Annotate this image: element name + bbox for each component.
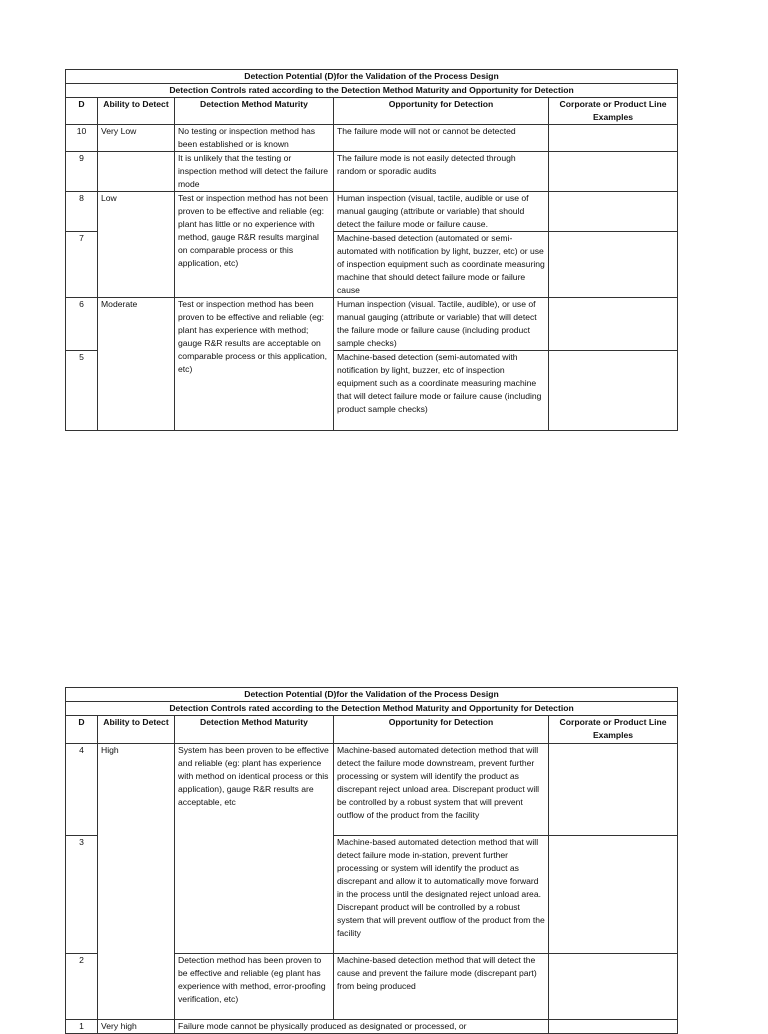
- opportunity-cell: Machine-based automated detection method that will detect failure mode in-station, prevent further processing or system will identify the product as discrepant and allow it to automatically move forward in the process until the designated reject unload area. Discrepant product will be controlled by a robust system that will prevent outflow of the product from the facility: [334, 836, 549, 954]
- ability-cell: Very Low: [98, 125, 175, 152]
- d-value: 7: [66, 232, 98, 298]
- table-title: Detection Potential (D)for the Validation of the Process Design: [66, 70, 678, 84]
- span-text-cell: Failure mode cannot be physically produced as designated or processed, or: [175, 1020, 549, 1034]
- table-subtitle-row: [66, 84, 678, 98]
- opportunity-cell: The failure mode will not or cannot be detected: [334, 125, 549, 152]
- examples-cell: [549, 298, 678, 351]
- opportunity-cell: Human inspection (visual, tactile, audible or use of manual gauging (attribute or variable) that should detect the failure mode or failure cause.: [334, 192, 549, 232]
- examples-cell: [549, 836, 678, 954]
- examples-cell: [549, 351, 678, 431]
- header-opportunity: Opportunity for Detection: [334, 98, 549, 125]
- d-value: 9: [66, 152, 98, 192]
- d-value: 2: [66, 954, 98, 1020]
- table-subtitle: Detection Controls rated according to the Detection Method Maturity and Opportunity for Detection: [66, 702, 678, 716]
- detection-table-2: [65, 687, 678, 1034]
- examples-cell: [549, 954, 678, 1020]
- opportunity-cell: Machine-based detection (automated or semi-automated with notification by light, buzzer, etc) or use of inspection equipment such as coordinate measuring machine that should detect failure mode or failure cause: [334, 232, 549, 298]
- table-row: [66, 192, 678, 232]
- d-value: 3: [66, 836, 98, 954]
- header-examples: Corporate or Product Line Examples: [549, 98, 678, 125]
- maturity-cell: No testing or inspection method has been established or is known: [175, 125, 334, 152]
- opportunity-cell: Machine-based detection method that will detect the cause and prevent the failure mode (discrepant part) from being produced: [334, 954, 549, 1020]
- opportunity-cell: Machine-based detection (semi-automated with notification by light, buzzer, etc of inspection equipment such as a coordinate measuring machine that will detect failure mode or failure cause (including product sample checks): [334, 351, 549, 431]
- ability-cell: High: [98, 744, 175, 1020]
- ability-cell: Moderate: [98, 298, 175, 431]
- examples-cell: [549, 152, 678, 192]
- header-examples: Corporate or Product Line Examples: [549, 716, 678, 744]
- maturity-cell: Test or inspection method has not been proven to be effective and reliable (eg: plant has little or no experience with method, gauge R&R results marginal on comparable process or this application, etc): [175, 192, 334, 298]
- header-d: D: [66, 716, 98, 744]
- examples-cell: [549, 232, 678, 298]
- examples-cell: [549, 192, 678, 232]
- table-title-row: [66, 70, 678, 84]
- table-row: [66, 125, 678, 152]
- maturity-cell: It is unlikely that the testing or inspection method will detect the failure mode: [175, 152, 334, 192]
- table-row: [66, 152, 678, 192]
- table-subtitle: Detection Controls rated according to the Detection Method Maturity and Opportunity for Detection: [66, 84, 678, 98]
- d-value: 10: [66, 125, 98, 152]
- d-value: 5: [66, 351, 98, 431]
- ability-cell: Low: [98, 192, 175, 298]
- examples-cell: [549, 1020, 678, 1034]
- detection-table-1: [65, 69, 678, 431]
- table-header-row: [66, 98, 678, 125]
- opportunity-cell: The failure mode is not easily detected through random or sporadic audits: [334, 152, 549, 192]
- ability-cell: Very high: [98, 1020, 175, 1034]
- examples-cell: [549, 125, 678, 152]
- d-value: 8: [66, 192, 98, 232]
- table-header-row: [66, 716, 678, 744]
- maturity-cell: Detection method has been proven to be effective and reliable (eg plant has experience with method, error-proofing verification, etc): [175, 954, 334, 1020]
- d-value: 6: [66, 298, 98, 351]
- examples-cell: [549, 744, 678, 836]
- header-opportunity: Opportunity for Detection: [334, 716, 549, 744]
- header-ability: Ability to Detect: [98, 716, 175, 744]
- table-subtitle-row: [66, 702, 678, 716]
- maturity-cell: System has been proven to be effective and reliable (eg: plant has experience with method on identical process or this application), gauge R&R results are acceptable, etc: [175, 744, 334, 954]
- header-maturity: Detection Method Maturity: [175, 716, 334, 744]
- ability-cell: [98, 152, 175, 192]
- d-value: 4: [66, 744, 98, 836]
- table-title-row: [66, 688, 678, 702]
- opportunity-cell: Human inspection (visual. Tactile, audible), or use of manual gauging (attribute or variable) that will detect the failure mode or failure cause (including product sample checks): [334, 298, 549, 351]
- table-row: [66, 1020, 678, 1034]
- table-title: Detection Potential (D)for the Validation of the Process Design: [66, 688, 678, 702]
- table-row: [66, 298, 678, 351]
- header-maturity: Detection Method Maturity: [175, 98, 334, 125]
- opportunity-cell: Machine-based automated detection method that will detect the failure mode downstream, prevent further processing or system will identify the product as discrepant reject unload area. Discrepant product will be controlled by a robust system that will prevent outflow of the product from the facility: [334, 744, 549, 836]
- table-row: [66, 744, 678, 836]
- d-value: 1: [66, 1020, 98, 1034]
- header-ability: Ability to Detect: [98, 98, 175, 125]
- maturity-cell: Test or inspection method has been proven to be effective and reliable (eg: plant has experience with method; gauge R&R results are acceptable on comparable process or this application, etc): [175, 298, 334, 431]
- header-d: D: [66, 98, 98, 125]
